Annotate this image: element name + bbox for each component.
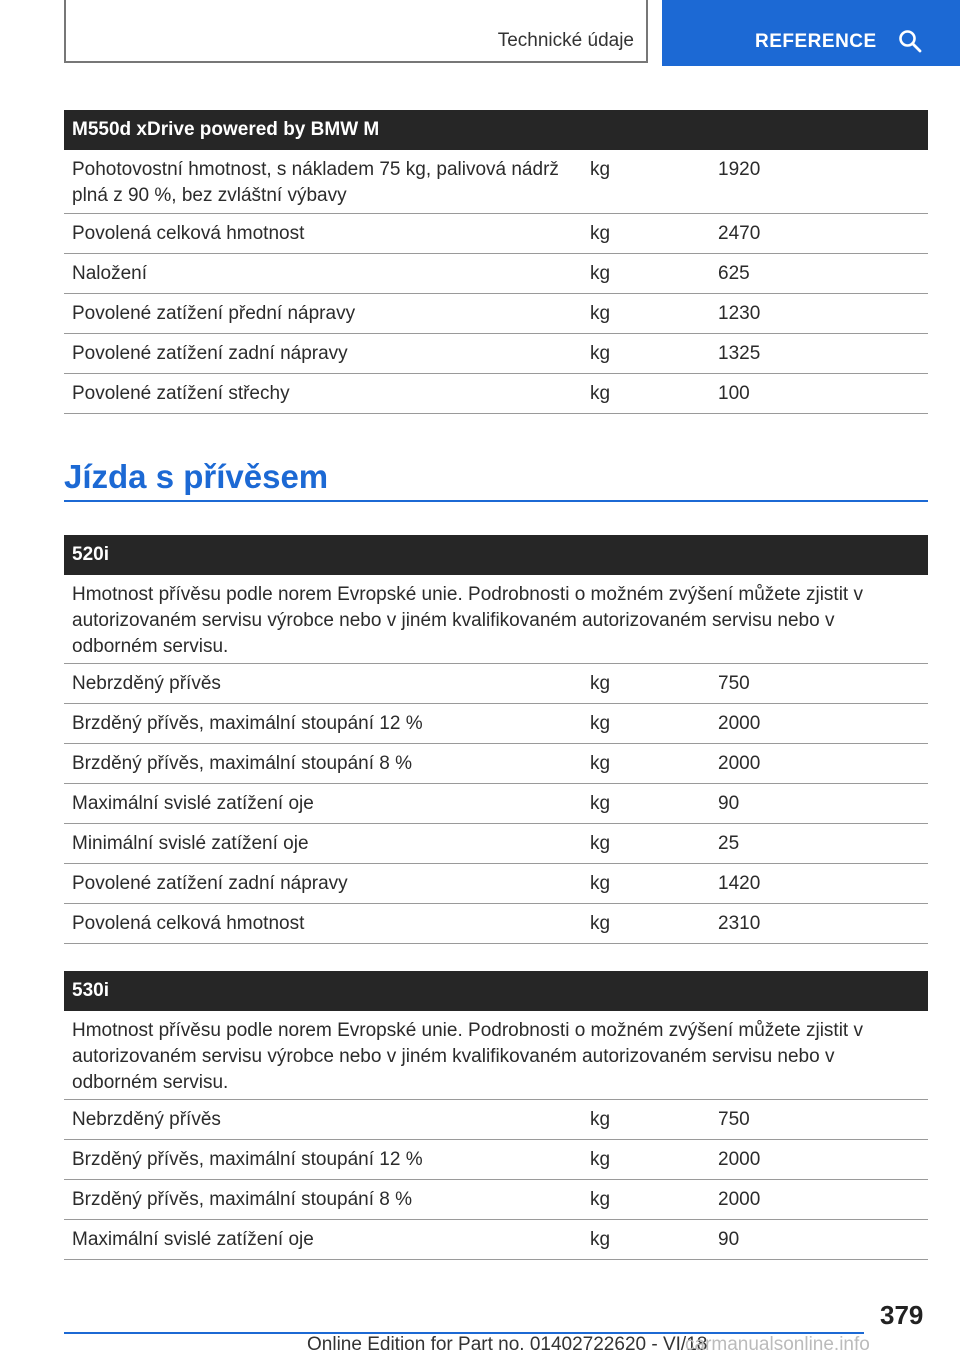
row-label: Pohotovostní hmotnost, s nákladem 75 kg, palivová nádrž plná z 90 %, bez zvláštní výbavy xyxy=(72,159,559,206)
table-row xyxy=(64,1140,928,1180)
row-label: Povolené zatížení přední nápravy xyxy=(72,303,356,324)
search-icon[interactable] xyxy=(898,29,922,53)
row-label: Povolená celková hmotnost xyxy=(72,913,305,934)
table-row xyxy=(64,294,928,334)
table-note: Hmotnost přívěsu podle norem Evropské unie. Podrobnosti o možném zvýšení můžete zjistit v autorizovaném servisu výrobce nebo v jiném kvalifikovaném autorizovaném servisu nebo v odborném servisu. xyxy=(64,1011,928,1100)
row-label: Brzděný přívěs, maximální stoupání 12 % xyxy=(72,1149,423,1170)
row-label: Brzděný přívěs, maximální stoupání 8 % xyxy=(72,753,413,774)
row-value: 90 xyxy=(718,1229,740,1250)
row-label: Povolené zatížení zadní nápravy xyxy=(72,343,348,364)
row-value: 1920 xyxy=(718,159,761,180)
table-note: Hmotnost přívěsu podle norem Evropské unie. Podrobnosti o možném zvýšení můžete zjistit v autorizovaném servisu výrobce nebo v jiném kvalifikovaném autorizovaném servisu nebo v odborném servisu. xyxy=(64,575,928,664)
row-value: 25 xyxy=(718,833,740,854)
row-value: 1230 xyxy=(718,303,761,324)
table-530i xyxy=(64,971,928,1260)
table-row xyxy=(64,214,928,254)
section-label: REFERENCE xyxy=(755,31,877,52)
row-label: Povolené zatížení střechy xyxy=(72,383,290,404)
row-unit: kg xyxy=(590,263,611,284)
row-value: 750 xyxy=(718,673,750,694)
row-label: Brzděný přívěs, maximální stoupání 12 % xyxy=(72,713,423,734)
table-m550d xyxy=(64,110,928,414)
section-heading: Jízda s přívěsem xyxy=(64,458,329,495)
row-value: 2000 xyxy=(718,753,761,774)
table-520i xyxy=(64,535,928,944)
row-value: 2000 xyxy=(718,1189,761,1210)
row-unit: kg xyxy=(590,303,611,324)
page-number: 379 xyxy=(880,1300,924,1330)
row-unit: kg xyxy=(590,223,611,244)
row-value: 750 xyxy=(718,1109,750,1130)
row-unit: kg xyxy=(590,753,611,774)
row-unit: kg xyxy=(590,673,611,694)
row-value: 1420 xyxy=(718,873,761,894)
table-row xyxy=(64,1180,928,1220)
row-value: 2310 xyxy=(718,913,761,934)
row-unit: kg xyxy=(590,793,611,814)
edition-note: Online Edition for Part no. 01402722620 - VI/18 xyxy=(307,1334,708,1355)
row-unit: kg xyxy=(590,383,611,404)
row-value: 100 xyxy=(718,383,750,404)
row-value: 2000 xyxy=(718,1149,761,1170)
table-title: 530i xyxy=(64,971,928,1011)
table-row xyxy=(64,1100,928,1140)
table-row xyxy=(64,784,928,824)
row-label: Nebrzděný přívěs xyxy=(72,1109,221,1130)
reference-tab[interactable] xyxy=(662,0,960,66)
row-value: 2000 xyxy=(718,713,761,734)
section-divider xyxy=(64,500,928,502)
table-row xyxy=(64,254,928,294)
row-label: Nebrzděný přívěs xyxy=(72,673,221,694)
watermark: carmanualsonline.info xyxy=(685,1334,870,1355)
row-unit: kg xyxy=(590,833,611,854)
table-row xyxy=(64,150,928,214)
table-row xyxy=(64,744,928,784)
row-label: Maximální svislé zatížení oje xyxy=(72,793,314,814)
row-unit: kg xyxy=(590,1189,611,1210)
page-header xyxy=(0,0,960,66)
row-unit: kg xyxy=(590,159,611,180)
table-row xyxy=(64,664,928,704)
table-row xyxy=(64,334,928,374)
table-row xyxy=(64,864,928,904)
row-unit: kg xyxy=(590,1149,611,1170)
table-row xyxy=(64,904,928,944)
row-label: Povolené zatížení zadní nápravy xyxy=(72,873,348,894)
table-title: 520i xyxy=(64,535,928,575)
row-value: 90 xyxy=(718,793,740,814)
row-label: Povolená celková hmotnost xyxy=(72,223,305,244)
table-title: M550d xDrive powered by BMW M xyxy=(64,110,928,150)
table-row xyxy=(64,1220,928,1260)
chapter-tab[interactable] xyxy=(64,0,648,63)
row-label: Maximální svislé zatížení oje xyxy=(72,1229,314,1250)
chapter-title: Technické údaje xyxy=(497,30,634,51)
row-value: 2470 xyxy=(718,223,761,244)
row-label: Naložení xyxy=(72,263,147,284)
table-row xyxy=(64,824,928,864)
row-value: 625 xyxy=(718,263,750,284)
row-unit: kg xyxy=(590,913,611,934)
table-row xyxy=(64,374,928,414)
row-unit: kg xyxy=(590,873,611,894)
row-label: Brzděný přívěs, maximální stoupání 8 % xyxy=(72,1189,413,1210)
table-row xyxy=(64,704,928,744)
row-unit: kg xyxy=(590,1109,611,1130)
row-value: 1325 xyxy=(718,343,761,364)
row-label: Minimální svislé zatížení oje xyxy=(72,833,309,854)
row-unit: kg xyxy=(590,1229,611,1250)
row-unit: kg xyxy=(590,713,611,734)
row-unit: kg xyxy=(590,343,611,364)
